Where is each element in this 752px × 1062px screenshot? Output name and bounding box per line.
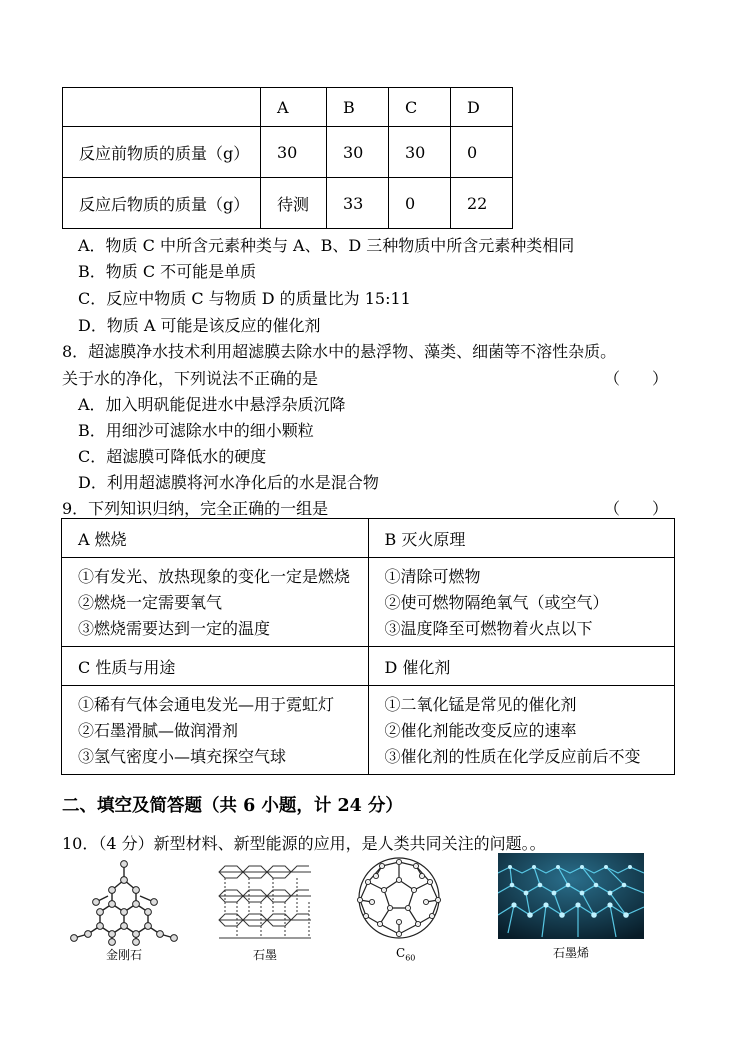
table-header-cell xyxy=(63,88,261,127)
caption-c60-subscript: 60 xyxy=(405,953,416,963)
list-item: ③燃烧需要达到一定的温度 xyxy=(78,619,271,638)
list-item: ②催化剂能改变反应的速率 xyxy=(384,721,577,740)
cell-body-d xyxy=(368,686,675,775)
q9-answer-paren: （ ） xyxy=(604,499,669,518)
table-header-row xyxy=(63,88,513,127)
mass-table xyxy=(62,87,513,229)
table-cell: 30 xyxy=(389,127,451,178)
cell-title-d: D 催化剂 xyxy=(368,647,675,686)
section-title: 二、填空及简答题（共 6 小题，计 24 分） xyxy=(62,796,403,816)
q8-option-b: B．用细沙可滤除水中的细小颗粒 xyxy=(78,421,314,440)
table-header-cell: C xyxy=(389,88,451,127)
table-cell: 0 xyxy=(389,178,451,229)
c60-structure-figure xyxy=(352,852,446,944)
table-header-cell: A xyxy=(261,88,327,127)
q7-option-b: B．物质 C 不可能是单质 xyxy=(78,262,257,281)
list-item: ③催化剂的性质在化学反应前后不变 xyxy=(384,747,641,766)
q8-option-c: C．超滤膜可降低水的硬度 xyxy=(78,447,267,466)
cell-body-b xyxy=(368,558,675,647)
list-item: ②燃烧一定需要氧气 xyxy=(78,593,223,612)
table-cell: 反应前物质的质量（g） xyxy=(63,127,261,178)
q8-option-a: A．加入明矾能促进水中悬浮杂质沉降 xyxy=(78,395,346,414)
cell-title-b: B 灭火原理 xyxy=(368,519,675,558)
diamond-structure-figure xyxy=(68,858,180,946)
list-item: ①二氧化锰是常见的催化剂 xyxy=(384,695,577,714)
table-cell: 反应后物质的质量（g） xyxy=(63,178,261,229)
q8-answer-paren: （ ） xyxy=(604,369,669,388)
q7-option-a: A．物质 C 中所含元素种类与 A、B、D 三种物质中所含元素种类相同 xyxy=(78,236,575,255)
table-header-cell: D xyxy=(451,88,513,127)
table-row xyxy=(63,178,513,229)
graphite-structure-figure xyxy=(215,862,315,942)
q8-stem-line1: 8．超滤膜净水技术利用超滤膜去除水中的悬浮物、藻类、细菌等不溶性杂质。 xyxy=(62,342,617,361)
table-cell: 待测 xyxy=(261,178,327,229)
table-header-cell: B xyxy=(327,88,389,127)
list-item: ②使可燃物隔绝氧气（或空气） xyxy=(384,593,609,612)
caption-c60 xyxy=(396,946,415,962)
caption-diamond: 金刚石 xyxy=(106,948,143,962)
cell-title-a: A 燃烧 xyxy=(62,519,369,558)
list-item: ①清除可燃物 xyxy=(384,567,481,586)
q8-stem-line2: 关于水的净化，下列说法不正确的是 xyxy=(62,369,319,388)
list-item: ①有发光、放热现象的变化一定是燃烧 xyxy=(78,567,351,586)
table-cell: 30 xyxy=(261,127,327,178)
table-cell: 22 xyxy=(451,178,513,229)
q8-option-d: D．利用超滤膜将河水净化后的水是混合物 xyxy=(78,473,379,492)
q7-option-d: D．物质 A 可能是该反应的催化剂 xyxy=(78,316,321,335)
table-cell: 33 xyxy=(327,178,389,229)
list-item: ③温度降至可燃物着火点以下 xyxy=(384,619,593,638)
graphene-image xyxy=(498,853,644,939)
caption-graphite: 石墨 xyxy=(253,948,278,962)
table-row xyxy=(63,127,513,178)
cell-title-c: C 性质与用途 xyxy=(62,647,369,686)
caption-graphene: 石墨烯 xyxy=(553,946,590,960)
q7-option-c: C．反应中物质 C 与物质 D 的质量比为 15:11 xyxy=(78,289,411,308)
list-item: ②石墨滑腻—做润滑剂 xyxy=(78,721,239,740)
table-cell: 0 xyxy=(451,127,513,178)
list-item: ①稀有气体会通电发光—用于霓虹灯 xyxy=(78,695,335,714)
table-cell: 30 xyxy=(327,127,389,178)
cell-body-c xyxy=(62,686,369,775)
cell-body-a xyxy=(62,558,369,647)
caption-c60-letter: C xyxy=(396,946,406,960)
list-item: ③氢气密度小—填充探空气球 xyxy=(78,747,287,766)
q9-stem: 9．下列知识归纳，完全正确的一组是 xyxy=(62,499,329,518)
q10-stem: 10．（4 分）新型材料、新型能源的应用，是人类共同关注的问题。。 xyxy=(62,834,546,853)
knowledge-table xyxy=(61,518,675,775)
